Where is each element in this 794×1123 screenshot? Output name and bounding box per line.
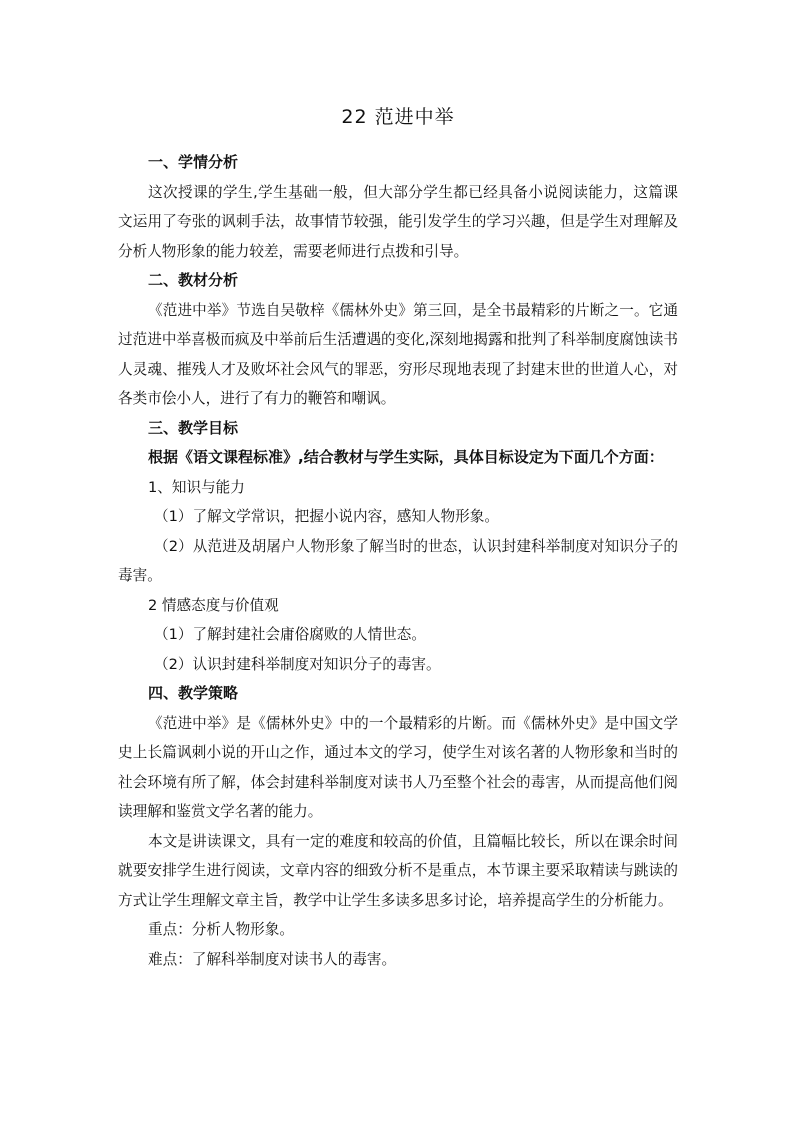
section-heading: 二、教材分析 — [148, 271, 239, 289]
section-heading: 三、教学目标 — [148, 418, 239, 437]
paragraph: 本文是讲读课文，具有一定的难度和较高的价值，且篇幅比较长，所以在课余时间就要安排学生进行阅读，文章内容的细致分析不是重点，本节课主要采取精读与跳读的方式让学生理解文章主旨，教学中让学生多读多思多讨论，培养提高学生的分析能力。 — [118, 832, 678, 909]
goal-group-title: 2 情感态度与价值观 — [148, 596, 279, 614]
goal-item: （2）认识封建科举制度对知识分子的毒害。 — [154, 655, 441, 673]
section-heading: 四、教学策略 — [148, 684, 239, 702]
page-title: 22 范进中举 — [341, 106, 455, 128]
section-material-analysis — [118, 266, 678, 414]
section-heading: 一、学情分析 — [148, 153, 239, 171]
paragraph: 《范进中举》是《儒林外史》中的一个最精彩的片断。而《儒林外史》是中国文学史上长篇讽刺小说的开山之作，通过本文的学习，使学生对该名著的人物形象和当时的社会环境有所了解，体会封建科举制度对读书人乃至整个社会的毒害，从而提高他们阅读理解和鉴赏文学名著的能力。 — [118, 714, 678, 820]
goals-intro: 根据《语文课程标准》,结合教材与学生实际，具体目标设定为下面几个方面： — [148, 448, 664, 466]
key-point: 重点：分析人物形象。 — [148, 921, 294, 938]
goal-group-title: 1、知识与能力 — [148, 478, 245, 496]
difficulty-point: 难点：了解科举制度对读书人的毒害。 — [148, 950, 397, 968]
paragraph: 这次授课的学生,学生基础一般，但大部分学生都已经具备小说阅读能力，这篇课文运用了夸张的讽刺手法，故事情节较强，能引发学生的学习兴趣，但是学生对理解及分析人物形象的能力较差，需要老师进行点拨和引导。 — [118, 183, 678, 260]
document-body — [118, 100, 678, 974]
goal-item: （1）了解文学常识，把握小说内容，感知人物形象。 — [154, 508, 499, 525]
goal-item: （2）从范进及胡屠户人物形象了解当时的世态，认识封建科举制度对知识分子的毒害。 — [118, 537, 678, 584]
section-learner-analysis — [118, 148, 678, 266]
goal-item: （1）了解封建社会庸俗腐败的人情世态。 — [154, 626, 426, 643]
paragraph: 《范进中举》节选自吴敬梓《儒林外史》第三回，是全书最精彩的片断之一。它通过范进中举喜极而疯及中举前后生活遭遇的变化,深刻地揭露和批判了科举制度腐蚀读书人灵魂、摧残人才及败坏社会风气的罪恶，穷形尽现地表现了封建末世的世道人心，对各类市侩小人，进行了有力的鞭笞和嘲讽。 — [118, 301, 678, 407]
section-teaching-strategy — [118, 679, 678, 974]
section-teaching-goals — [118, 414, 678, 680]
